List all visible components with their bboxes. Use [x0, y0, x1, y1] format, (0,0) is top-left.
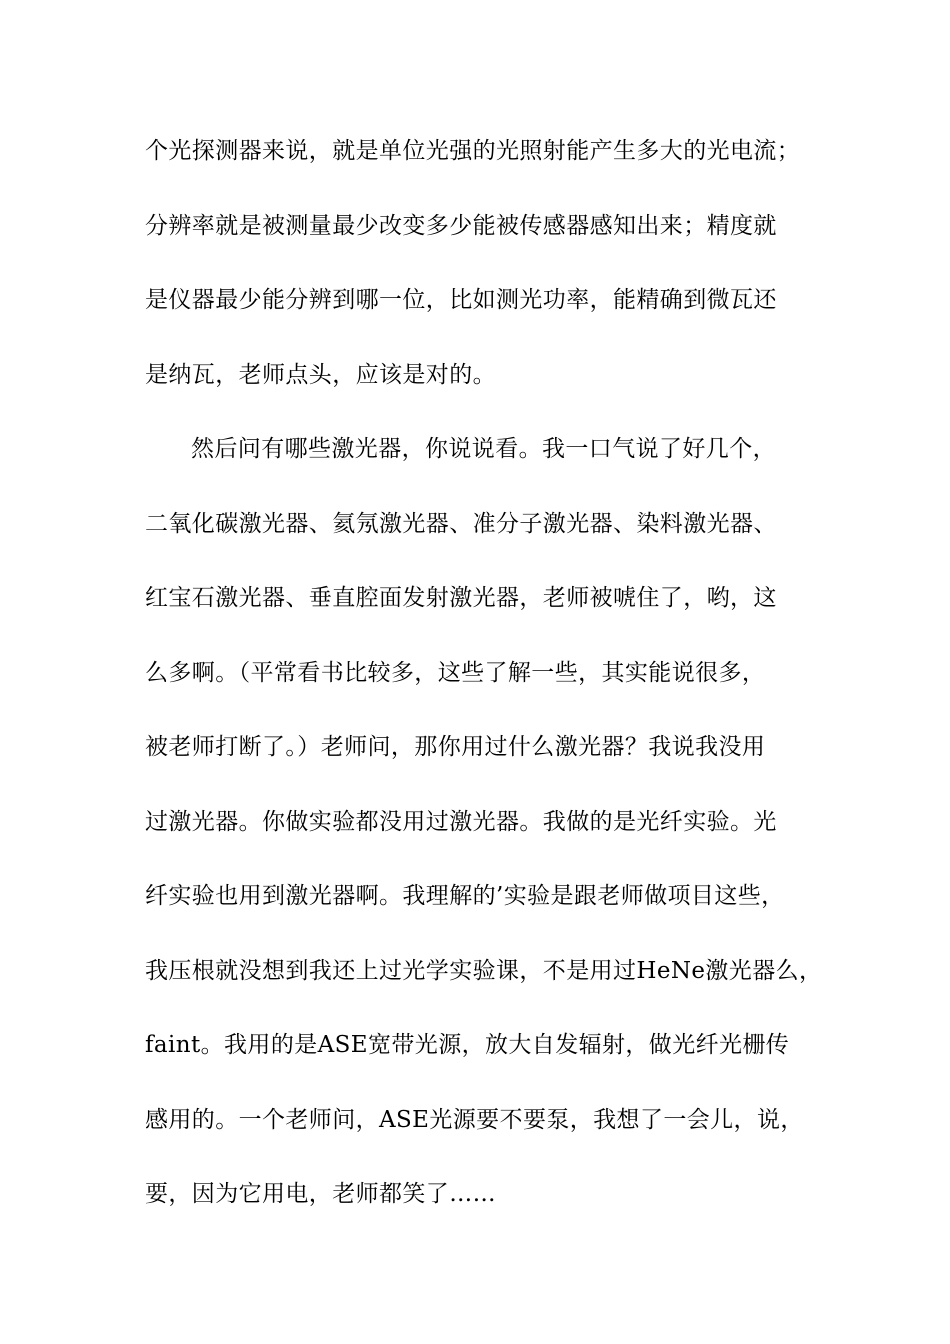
text-line-8: 么多啊。（平常看书比较多，这些了解一些，其实能说很多， [145, 659, 766, 686]
text-line-13: faint。我用的是ASE宽带光源，放大自发辐射，做光纤光栅传 [145, 1032, 790, 1058]
text-line-7: 红宝石激光器、垂直腔面发射激光器，老师被唬住了，哟，这 [145, 585, 777, 611]
text-line-12: 我压根就没想到我还上过光学实验课，不是用过HeNe激光器么， [145, 957, 823, 984]
text-line-3: 是仪器最少能分辨到哪一位，比如测光功率，能精确到微瓦还 [145, 287, 777, 313]
text-line-15: 要，因为它用电，老师都笑了…… [145, 1181, 496, 1207]
document-body [145, 133, 835, 1251]
text-line-9: 被老师打断了。）老师问，那你用过什么激光器？我说我没用 [145, 734, 766, 760]
text-line-6: 二氧化碳激光器、氦氖激光器、准分子激光器、染料激光器、 [145, 510, 777, 537]
text-line-10: 过激光器。你做实验都没用过激光器。我做的是光纤实验。光 [145, 808, 777, 835]
text-line-14: 感用的。一个老师问，ASE光源要不要泵，我想了一会儿，说， [145, 1106, 804, 1133]
text-line-2: 分辨率就是被测量最少改变多少能被传感器感知出来；精度就 [145, 212, 777, 239]
text-line-1: 个光探测器来说，就是单位光强的光照射能产生多大的光电流； [145, 138, 801, 164]
text-line-11: 纤实验也用到激光器啊。我理解的’实验是跟老师做项目这些， [145, 883, 785, 909]
text-line-4: 是纳瓦，老师点头，应该是对的。 [145, 361, 496, 388]
text-line-5: 然后问有哪些激光器，你说说看。我一口气说了好几个， [191, 436, 776, 462]
